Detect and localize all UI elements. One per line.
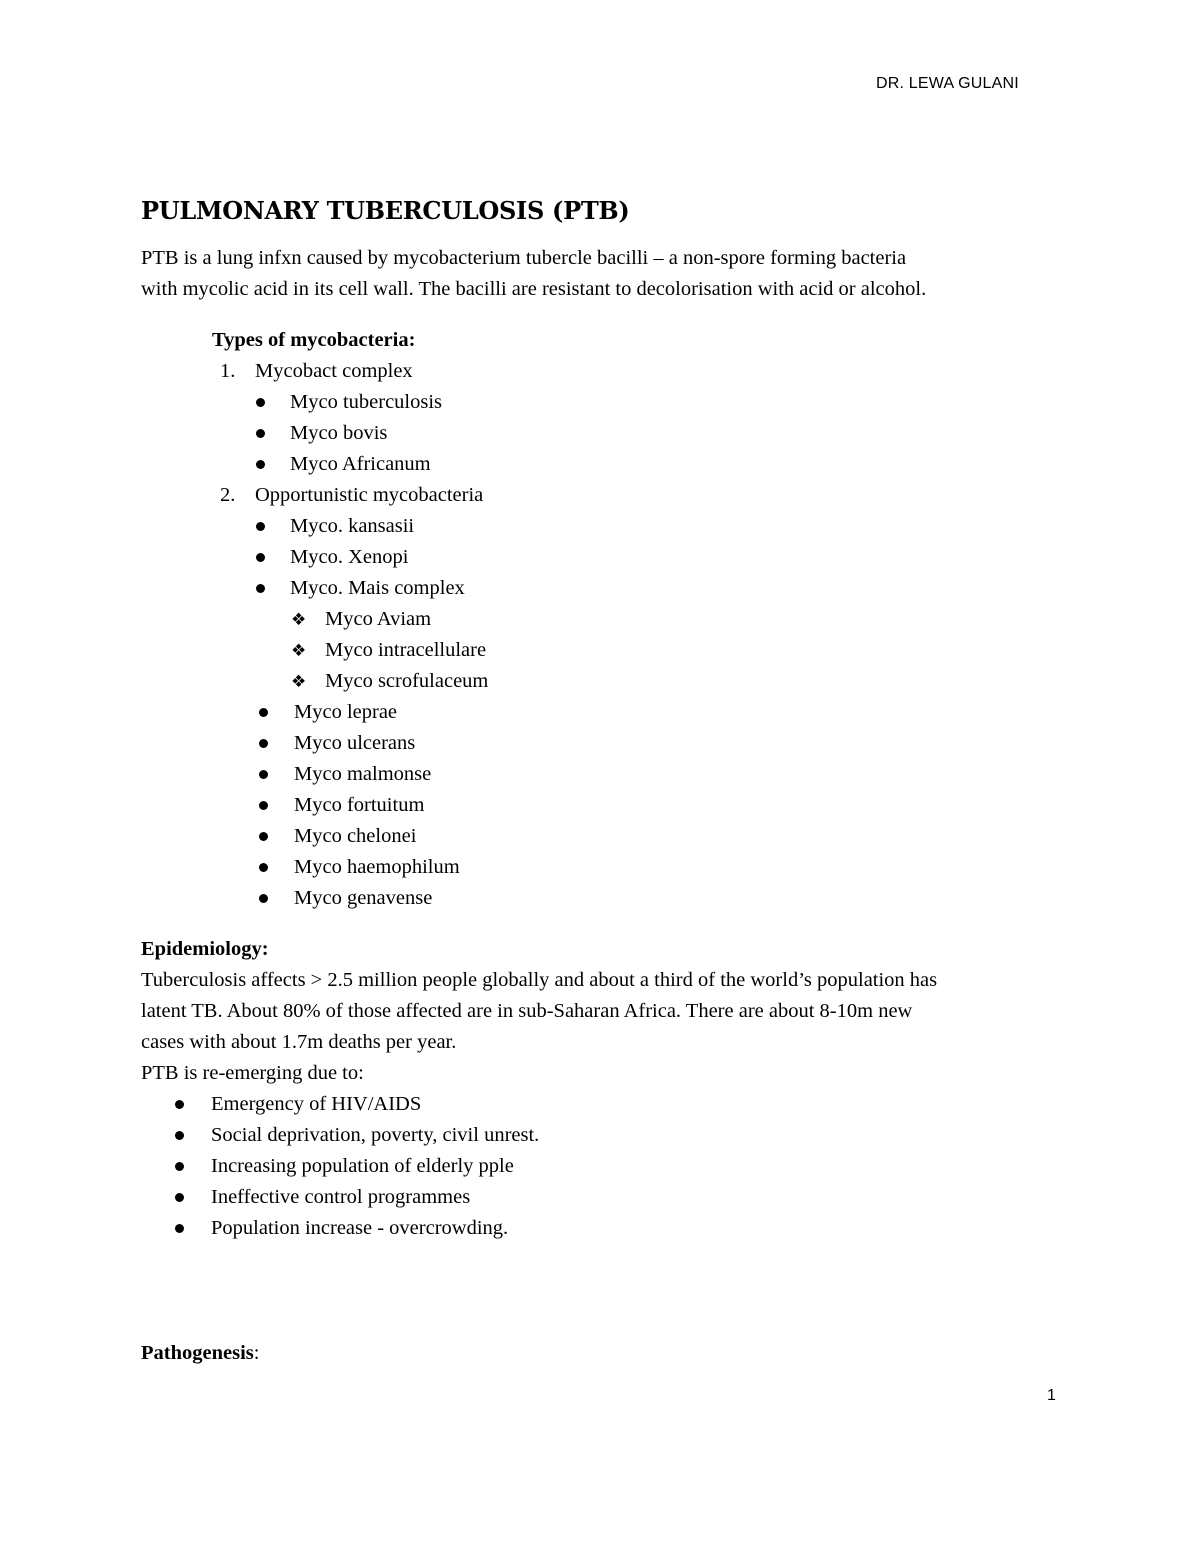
list-number-1: 1. [220, 360, 236, 382]
pathogenesis-heading: Pathogenesis: [141, 1342, 260, 1364]
bullet-icon [175, 1131, 184, 1140]
bullet-icon [256, 429, 265, 438]
bullet-icon [256, 584, 265, 593]
bullet-icon [259, 832, 268, 841]
diamond-bullet-icon: ❖ [291, 672, 307, 692]
bullet-icon [259, 863, 268, 872]
diamond-bullet-icon: ❖ [291, 610, 307, 630]
intro-line-2: with mycolic acid in its cell wall. The bacilli are resistant to decolorisation with acid or alcohol. [141, 278, 927, 300]
intro-line-1: PTB is a lung infxn caused by mycobacterium tubercle bacilli – a non-spore forming bacteria [141, 247, 907, 269]
epidemiology-heading: Epidemiology: [141, 938, 269, 960]
diamond-bullet-icon: ❖ [291, 641, 307, 661]
group-1-label: Mycobact complex [255, 360, 413, 382]
bullet-icon [256, 522, 265, 531]
bullet-icon [259, 770, 268, 779]
bullet-icon [175, 1193, 184, 1202]
document-title: PULMONARY TUBERCULOSIS (PTB) [141, 196, 630, 225]
epidemiology-line-4: PTB is re-emerging due to: [141, 1062, 364, 1084]
bullet-icon [259, 739, 268, 748]
bullet-icon [175, 1162, 184, 1171]
bullet-icon [256, 398, 265, 407]
bullet-icon [259, 708, 268, 717]
epidemiology-line-3: cases with about 1.7m deaths per year. [141, 1031, 457, 1053]
page-number: 1 [1047, 1387, 1056, 1404]
epidemiology-line-1: Tuberculosis affects > 2.5 million people globally and about a third of the world’s population has [141, 969, 938, 991]
list-number-2: 2. [220, 484, 236, 506]
bullet-icon [175, 1100, 184, 1109]
group-2-label: Opportunistic mycobacteria [255, 484, 484, 506]
bullet-icon [175, 1224, 184, 1233]
bullet-icon [256, 553, 265, 562]
header-author: DR. LEWA GULANI [876, 75, 1019, 92]
bullet-icon [256, 460, 265, 469]
epidemiology-line-2: latent TB. About 80% of those affected are in sub-Saharan Africa. There are about 8-10m new [141, 1000, 913, 1022]
types-heading: Types of mycobacteria: [212, 329, 416, 351]
bullet-icon [259, 894, 268, 903]
bullet-icon [259, 801, 268, 810]
